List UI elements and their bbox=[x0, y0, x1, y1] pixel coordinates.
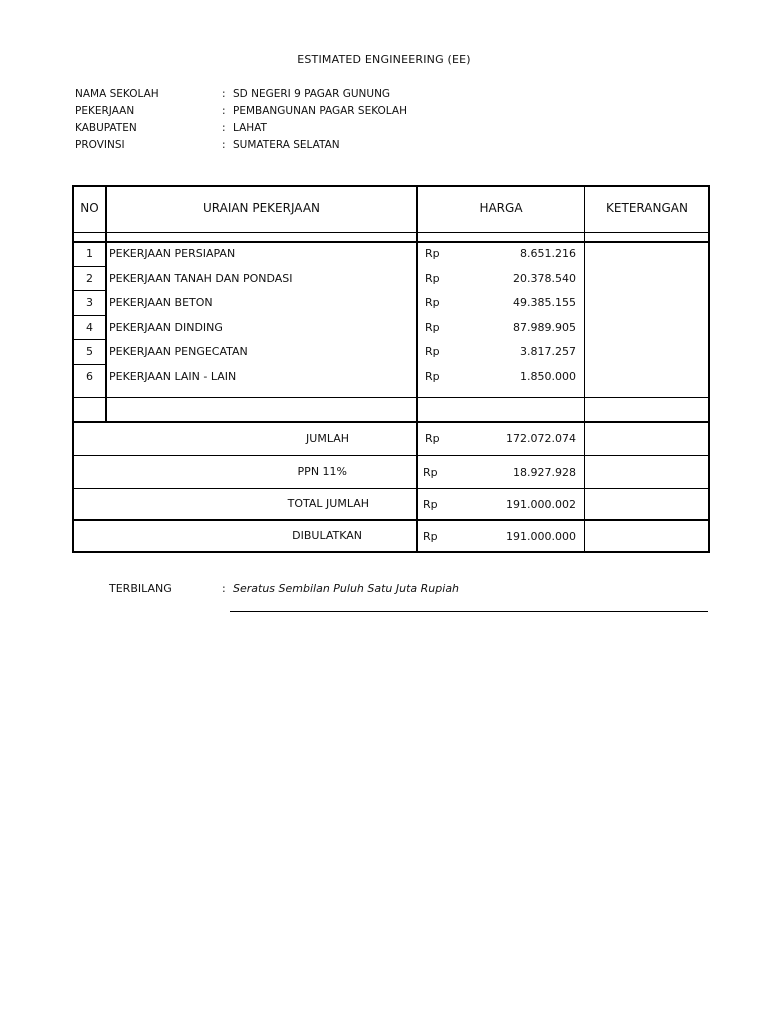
summary-label: PPN 11% bbox=[297, 465, 347, 478]
header-divider bbox=[72, 232, 710, 233]
terbilang-label: TERBILANG bbox=[109, 582, 172, 595]
row-harga: 3.817.257 bbox=[520, 345, 576, 358]
info-value-provinsi: SUMATERA SELATAN bbox=[233, 139, 340, 151]
row-no: 2 bbox=[86, 272, 93, 285]
row-divider bbox=[72, 266, 106, 267]
row-uraian: PEKERJAAN DINDING bbox=[109, 321, 223, 334]
row-no: 4 bbox=[86, 321, 93, 334]
info-value-kabupaten: LAHAT bbox=[233, 122, 267, 134]
summary-label: DIBULATKAN bbox=[292, 529, 362, 542]
row-harga: 20.378.540 bbox=[513, 272, 576, 285]
row-no: 1 bbox=[86, 247, 93, 260]
row-harga: 87.989.905 bbox=[513, 321, 576, 334]
summary-currency: Rp bbox=[423, 530, 438, 543]
row-no: 3 bbox=[86, 296, 93, 309]
summary-label: TOTAL JUMLAH bbox=[287, 497, 369, 510]
summary-value: 18.927.928 bbox=[513, 466, 576, 479]
info-label-nama-sekolah: NAMA SEKOLAH bbox=[75, 88, 159, 100]
table-border-top bbox=[72, 185, 710, 187]
terbilang-colon: : bbox=[222, 582, 226, 595]
column-divider bbox=[105, 185, 107, 422]
row-divider bbox=[72, 339, 106, 340]
header-uraian: URAIAN PEKERJAAN bbox=[202, 201, 321, 215]
header-divider bbox=[72, 241, 710, 243]
summary-label: JUMLAH bbox=[306, 432, 349, 445]
summary-value: 191.000.002 bbox=[506, 498, 576, 511]
header-keterangan: KETERANGAN bbox=[606, 201, 688, 215]
summary-divider bbox=[72, 488, 710, 489]
header-no: NO bbox=[80, 201, 99, 215]
info-colon: : bbox=[222, 105, 226, 117]
summary-currency: Rp bbox=[423, 498, 438, 511]
row-no: 6 bbox=[86, 370, 93, 383]
summary-currency: Rp bbox=[423, 466, 438, 479]
summary-currency: Rp bbox=[425, 432, 440, 445]
summary-divider bbox=[72, 421, 710, 423]
info-label-provinsi: PROVINSI bbox=[75, 139, 125, 151]
row-uraian: PEKERJAAN PERSIAPAN bbox=[109, 247, 236, 260]
row-divider bbox=[72, 315, 106, 316]
row-currency: Rp bbox=[425, 321, 440, 334]
row-currency: Rp bbox=[425, 272, 440, 285]
row-uraian: PEKERJAAN LAIN - LAIN bbox=[109, 370, 237, 383]
summary-divider bbox=[72, 455, 710, 456]
info-colon: : bbox=[222, 139, 226, 151]
row-uraian: PEKERJAAN PENGECATAN bbox=[109, 345, 248, 358]
table-border-bottom bbox=[72, 551, 710, 553]
row-harga: 8.651.216 bbox=[520, 247, 576, 260]
header-harga: HARGA bbox=[479, 201, 523, 215]
info-label-kabupaten: KABUPATEN bbox=[75, 122, 137, 134]
row-uraian: PEKERJAAN TANAH DAN PONDASI bbox=[109, 272, 293, 285]
info-colon: : bbox=[222, 122, 226, 134]
info-colon: : bbox=[222, 88, 226, 100]
row-currency: Rp bbox=[425, 247, 440, 260]
row-uraian: PEKERJAAN BETON bbox=[109, 296, 213, 309]
row-divider bbox=[72, 397, 710, 398]
row-no: 5 bbox=[86, 345, 93, 358]
summary-divider bbox=[72, 519, 710, 521]
summary-value: 172.072.074 bbox=[506, 432, 576, 445]
column-divider bbox=[416, 185, 418, 553]
info-value-nama-sekolah: SD NEGERI 9 PAGAR GUNUNG bbox=[233, 88, 391, 100]
row-divider bbox=[72, 290, 106, 291]
row-divider bbox=[72, 364, 106, 365]
row-harga: 1.850.000 bbox=[520, 370, 576, 383]
row-currency: Rp bbox=[425, 345, 440, 358]
document-title: ESTIMATED ENGINEERING (EE) bbox=[297, 53, 471, 66]
row-harga: 49.385.155 bbox=[513, 296, 576, 309]
summary-value: 191.000.000 bbox=[506, 530, 576, 543]
row-currency: Rp bbox=[425, 370, 440, 383]
column-divider bbox=[584, 185, 585, 553]
terbilang-value: Seratus Sembilan Puluh Satu Juta Rupiah bbox=[233, 582, 460, 595]
row-currency: Rp bbox=[425, 296, 440, 309]
info-label-pekerjaan: PEKERJAAN bbox=[75, 105, 135, 117]
info-value-pekerjaan: PEMBANGUNAN PAGAR SEKOLAH bbox=[233, 105, 407, 117]
terbilang-underline bbox=[230, 611, 708, 612]
